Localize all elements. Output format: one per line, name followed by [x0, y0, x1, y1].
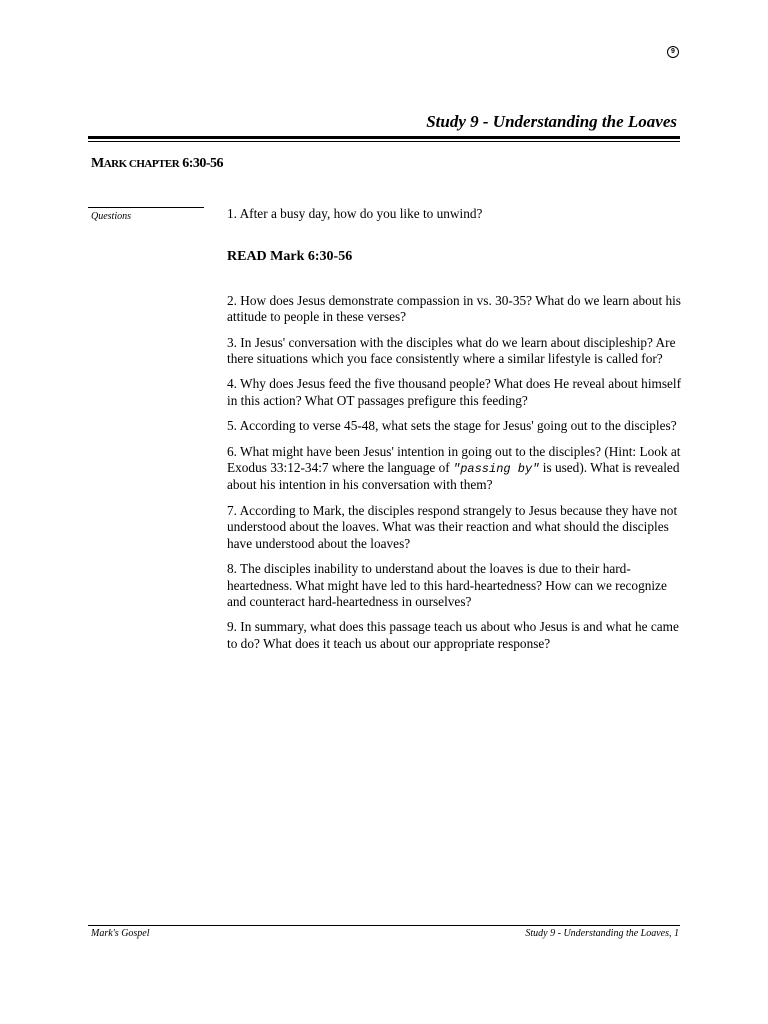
- header-rule-thick: [88, 136, 680, 139]
- question-4: 4. Why does Jesus feed the five thousand people? What does He reveal about himself in this action? What OT passages prefigure this feeding?: [227, 376, 682, 408]
- question-5: 5. According to verse 45-48, what sets the stage for Jesus' going out to the disciples?: [227, 418, 677, 434]
- page-number-badge: 9: [667, 46, 679, 58]
- question-6-part-a: 6. What might have been Jesus' intention in going out to the disciples? (Hint: Look at Exodus 33:12-34:7 where the language of: [227, 443, 681, 476]
- question-6: [227, 444, 682, 494]
- question-3: 3. In Jesus' conversation with the disciples what do we learn about discipleship? Are there situations which you face consistently where a similar lifestyle is called for?: [227, 334, 676, 367]
- footer-left: Mark's Gospel: [91, 928, 150, 939]
- question-1: 1. After a busy day, how do you like to unwind?: [227, 206, 483, 221]
- study-title: Study 9 - Understanding the Loaves: [426, 112, 677, 131]
- header-rule-thin: [88, 141, 680, 142]
- sidebar-rule: [88, 207, 204, 208]
- footer-right: Study 9 - Understanding the Loaves, 1: [525, 928, 679, 939]
- question-6-part-b: is used). What is revealed about his intention in his conversation with them?: [227, 460, 680, 493]
- read-heading: READ Mark 6:30-56: [227, 249, 353, 265]
- section-heading-ref: 6:30-56: [179, 156, 224, 171]
- question-7: 7. According to Mark, the disciples respond strangely to Jesus because they have not understood about the loaves. What was their reaction and what should the disciples have understood about the loaves?: [227, 502, 678, 551]
- question-6-emphasis: "passing by": [453, 462, 540, 477]
- question-9: 9. In summary, what does this passage teach us about who Jesus is and what he came to do? What does it teach us about our appropriate response?: [227, 619, 679, 651]
- questions-list: [227, 206, 682, 661]
- question-2: 2. How does Jesus demonstrate compassion in vs. 30-35? What do we learn about his attitude to people in these verses?: [227, 292, 681, 325]
- section-heading-initial: M: [91, 156, 104, 171]
- section-heading: [91, 156, 223, 172]
- question-8: 8. The disciples inability to understand about the loaves is due to their hard-heartedness. What might have led to this hard-heartedness? How can we recognize and counteract hard-heartedness in ourselves?: [227, 561, 667, 609]
- sidebar-label-questions: Questions: [91, 211, 131, 222]
- footer-rule: [88, 925, 680, 926]
- section-heading-rest: ARK CHAPTER: [103, 158, 180, 170]
